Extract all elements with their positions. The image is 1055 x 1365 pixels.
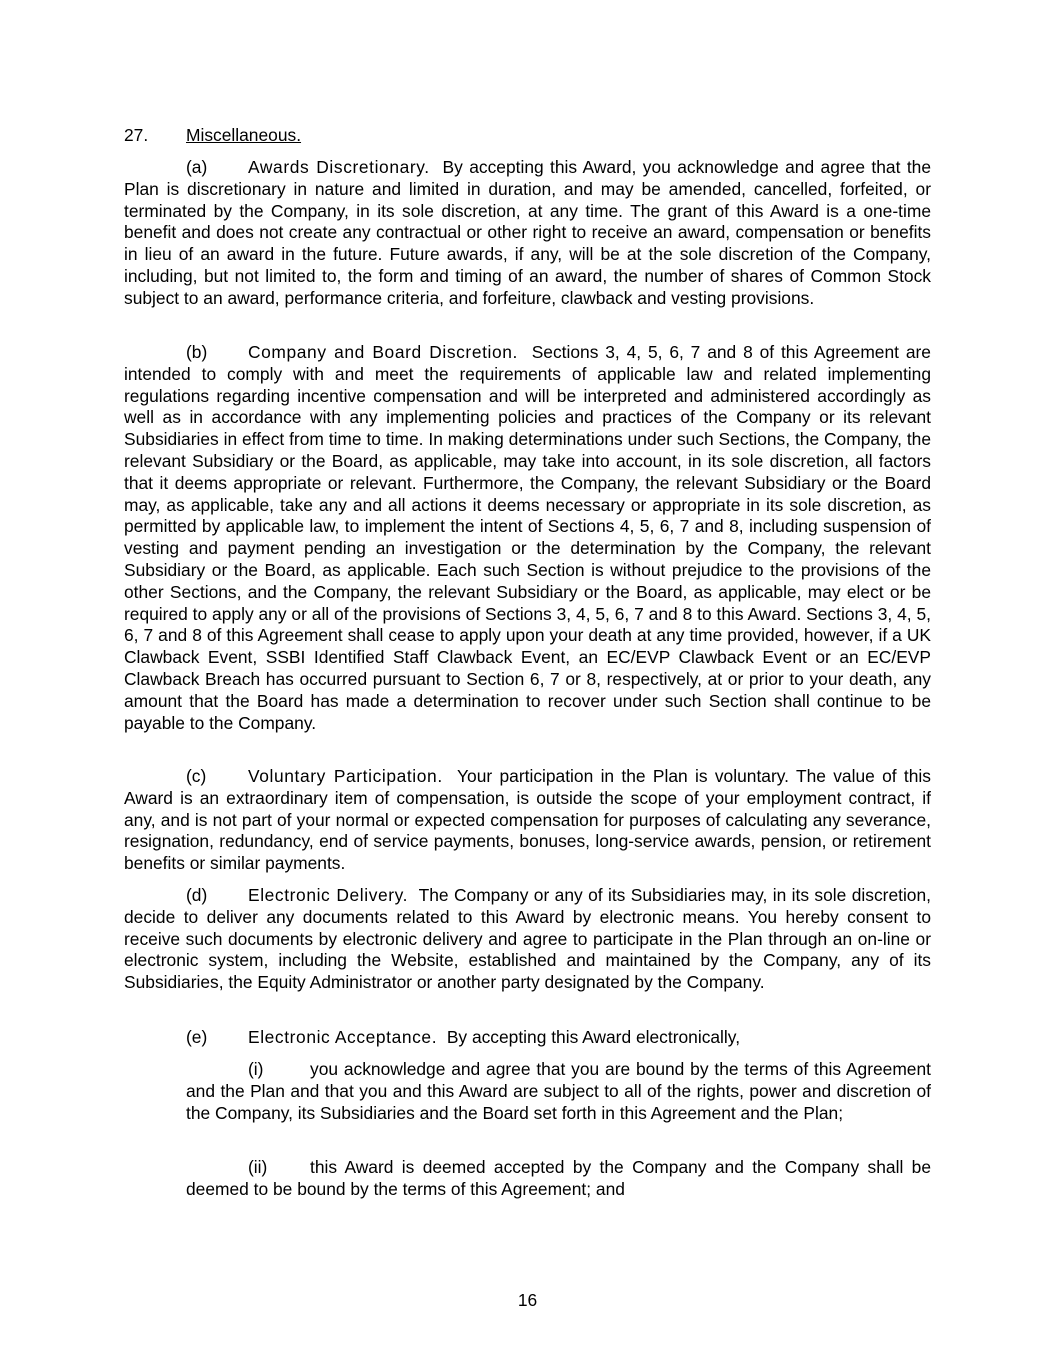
paragraph-caption: Electronic Delivery. — [248, 885, 409, 905]
subparagraph-ii — [186, 1157, 931, 1201]
paragraph-label: (d) — [186, 885, 208, 905]
subparagraph-text: you acknowledge and agree that you are bound by the terms of this Agreement and the Plan and that you and this Award are subject to all of the rights, power and discretion of the Company, its Subsidiaries and the Board set forth in this Agreement and the Plan; — [186, 1059, 931, 1123]
paragraph-label: (e) — [186, 1027, 208, 1047]
section-heading — [124, 125, 301, 147]
paragraph-text: By accepting this Award, you acknowledge and agree that the Plan is discretionary in nature and limited in duration, and may be amended, cancelled, forfeited, or terminated by the Company, in its sole discretion, at any time. The grant of this Award is a one-time benefit and does not create any contractual or other right to receive an award, compensation or benefits in lieu of an award in the future. Future awards, if any, will be at the sole discretion of the Company, including, but not limited to, the form and timing of an award, the number of shares of Common Stock subject to an award, performance criteria, and forfeiture, clawback and vesting provisions. — [124, 157, 932, 308]
subparagraph-text: this Award is deemed accepted by the Company and the Company shall be deemed to be bound by the terms of this Agreement; and — [186, 1157, 931, 1199]
paragraph-caption: Voluntary Participation. — [248, 766, 443, 786]
paragraph-caption: Electronic Acceptance. — [248, 1027, 438, 1047]
section-number: 27. — [124, 125, 149, 145]
paragraph-d — [124, 885, 931, 994]
paragraph-caption: Company and Board Discretion. — [248, 342, 518, 362]
paragraph-label: (a) — [186, 157, 208, 177]
paragraph-b — [124, 342, 931, 734]
paragraph-label: (c) — [186, 766, 207, 786]
paragraph-caption: Awards Discretionary. — [248, 157, 430, 177]
section-title: Miscellaneous. — [186, 125, 302, 145]
paragraph-a — [124, 157, 931, 310]
subparagraph-label: (i) — [248, 1059, 264, 1079]
paragraph-text: The Company or any of its Subsidiaries may, in its sole discretion, decide to deliver any documents related to this Award by electronic means. You hereby consent to receive such documents by electronic delivery and agree to participate in the Plan through an on-line or electronic system, including the Website, established and maintained by the Company, any of its Subsidiaries, the Equity Administrator or another party designated by the Company. — [124, 885, 931, 993]
paragraph-c — [124, 766, 931, 875]
paragraph-text: By accepting this Award electronically, — [446, 1027, 741, 1047]
paragraph-text: Your participation in the Plan is voluntary. The value of this Award is an extraordinary item of compensation, is outside the scope of your employment contract, if any, and is not part of your normal or expected compensation for purposes of calculating any severance, resignation, redundancy, end of service payments, bonuses, long-service awards, pension, or retirement benefits or similar payments. — [124, 766, 931, 874]
subparagraph-i — [186, 1059, 931, 1124]
paragraph-e — [124, 1027, 931, 1049]
subparagraph-label: (ii) — [248, 1157, 268, 1177]
page-number: 16 — [517, 1290, 538, 1310]
paragraph-text: Sections 3, 4, 5, 6, 7 and 8 of this Agreement are intended to comply with and meet the requirements of applicable law and related implementing regulations regarding incentive compensation and will be interpreted and administered accordingly as well as in accordance with any implementing policies and practices of the Company or its relevant Subsidiaries in effect from time to time. In making determinations under such Sections, the Company, the relevant Subsidiary or the Board, as applicable, may take into account, in its sole discretion, all factors that it deems appropriate or relevant. Furthermore, the Company, the relevant Subsidiary or the Board may, as applicable, take any and all actions it deems necessary or appropriate in its sole discretion, as permitted by applicable law, to implement the intent of Sections 4, 5, 6, 7 and 8, including suspension of vesting and payment pending an investigation or the determination by the Company, the relevant Subsidiary or the Board, as applicable. Each such Section is without prejudice to the provisions of the other Sections, and the Company, the relevant Subsidiary or the Board, as applicable, may elect or be required to apply any or all of the provisions of Sections 3, 4, 5, 6, 7 and 8 to this Award. Sections 3, 4, 5, 6, 7 and 8 of this Agreement shall cease to apply upon your death at any time provided, however, if a UK Clawback Event, SSBI Identified Staff Clawback Event, an EC/EVP Clawback Event or an EC/EVP Clawback Breach has occurred pursuant to Section 6, 7 or 8, respectively, at or prior to your death, any amount that the Board has made a determination to recover under such Section shall continue to be payable to the Company. — [124, 342, 931, 733]
paragraph-label: (b) — [186, 342, 208, 362]
